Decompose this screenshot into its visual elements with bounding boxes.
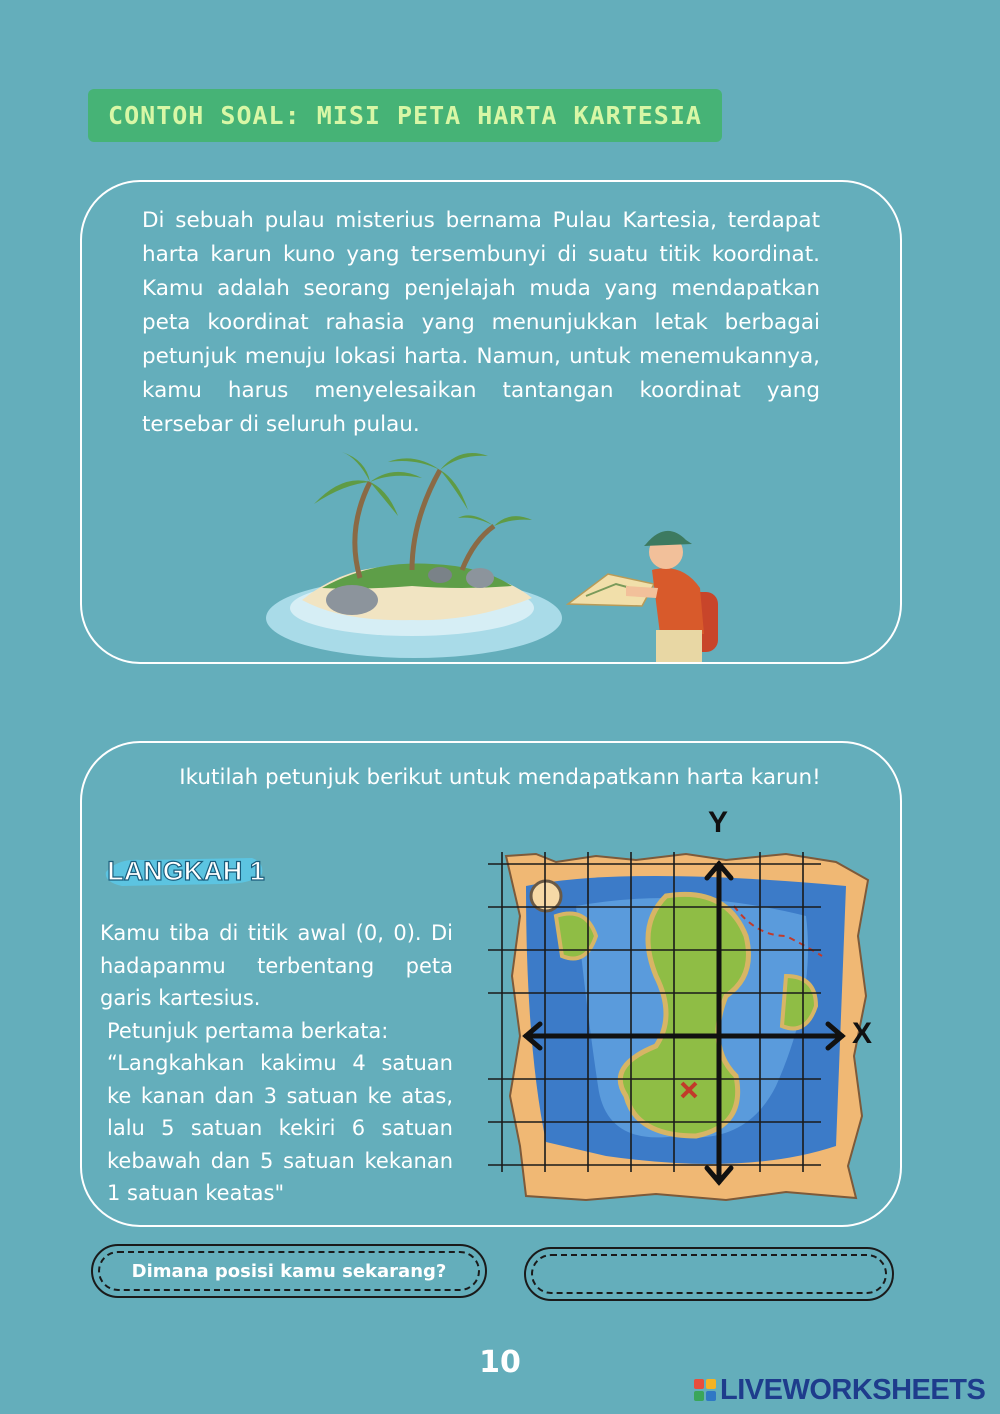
page-number: 10 [479,1345,521,1380]
question-box [91,1244,487,1298]
step-line-1: Kamu tiba di titik awal (0, 0). Di hadapanmu terbentang peta garis kartesius. [100,921,453,1010]
story-text: Di sebuah pulau misterius bernama Pulau Kartesia, terdapat harta karun kuno yang tersembunyi di suatu titik koordinat. Kamu adalah seorang penjelajah muda yang mendapatkan peta koordinat rahasia yang menunjukkan letak berbagai petunjuk menuju lokasi harta. Namun, untuk menemukannya, kamu harus menyelesaikan tantangan koordinat yang tersebar di seluruh pulau. [142,208,820,437]
answer-box[interactable] [524,1247,894,1301]
answer-input[interactable] [549,1259,870,1290]
treasure-map [486,846,876,1206]
y-axis-label: Y [708,806,729,839]
liveworksheets-icon [694,1379,716,1401]
step-line-2: Petunjuk pertama berkata: [107,1018,389,1043]
liveworksheets-logo[interactable] [694,1374,985,1406]
x-axis-label: X [852,1017,873,1050]
island-illustration [262,440,572,662]
liveworksheets-brand: LIVEWORKSHEETS [720,1373,986,1406]
answer-box-inner [531,1254,887,1294]
question-box-inner [98,1251,480,1291]
step-label: LANGKAH 1 [107,856,265,886]
step-badge [102,848,268,892]
question-label: Dimana posisi kamu sekarang? [131,1260,447,1282]
title-banner [88,89,722,142]
step-line-3: “Langkahkan kakimu 4 satuan ke kanan dan 3 satuan ke atas, lalu 5 satuan kekiri 6 satuan kebawah dan 5 satuan kekanan 1 satuan keatas" [107,1051,453,1205]
page-title: CONTOH SOAL: MISI PETA HARTA KARTESIA [108,101,702,130]
step-text [100,917,453,1210]
instruction-intro: Ikutilah petunjuk berikut untuk mendapatkann harta karun! [179,765,821,790]
explorer-illustration [566,522,726,662]
